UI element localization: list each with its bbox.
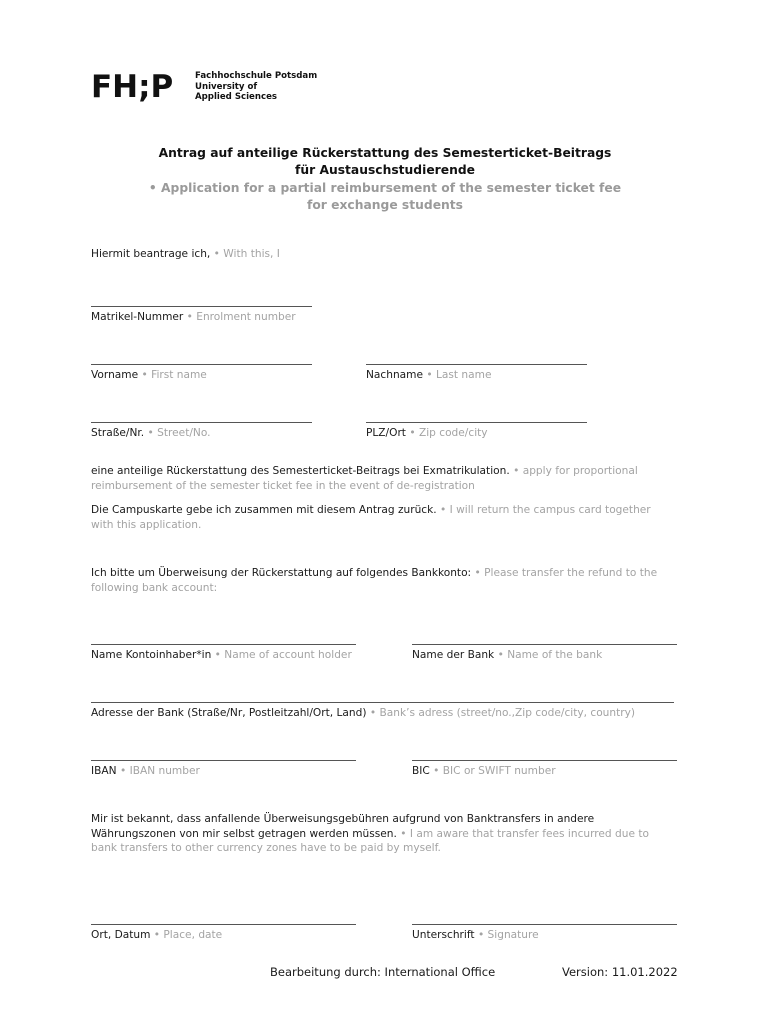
street-field[interactable] bbox=[91, 422, 312, 423]
bank-address-field[interactable] bbox=[91, 702, 674, 703]
label-de: Nachname bbox=[366, 369, 423, 381]
university-name-line: Applied Sciences bbox=[195, 92, 278, 103]
place-date-field[interactable] bbox=[91, 924, 356, 925]
refund-statement bbox=[91, 464, 691, 493]
zip-city-field[interactable] bbox=[366, 422, 587, 423]
label-en: • Signature bbox=[477, 929, 539, 941]
label-de: BIC bbox=[412, 765, 430, 777]
statement-en-line: bank transfers to other currency zones have to be paid by myself. bbox=[91, 842, 441, 854]
matrikel-field[interactable] bbox=[91, 306, 312, 307]
statement-de: eine anteilige Rückerstattung des Semesterticket-Beitrags bei Exmatrikulation. bbox=[91, 465, 510, 477]
label-de: Unterschrift bbox=[412, 929, 475, 941]
university-name bbox=[195, 71, 317, 103]
statement-de-line: Mir ist bekannt, dass anfallende Überweisungsgebühren aufgrund von Banktransfers in andere bbox=[91, 813, 595, 825]
label-en: • Name of account holder bbox=[214, 649, 352, 661]
intro-en: • With this, I bbox=[213, 248, 280, 260]
statement-en-line: with this application. bbox=[91, 518, 202, 531]
statement-de: Ich bitte um Überweisung der Rückerstattung auf folgendes Bankkonto: bbox=[91, 567, 472, 579]
statement-en-line: reimbursement of the semester ticket fee in the event of de-registration bbox=[91, 479, 475, 492]
street-label bbox=[91, 426, 211, 440]
statement-en: • I am aware that transfer fees incurred due to bbox=[400, 827, 649, 840]
footer-processed-by: Bearbeitung durch: International Office bbox=[270, 965, 496, 979]
statement-de: Währungszonen von mir selbst getragen werden müssen. bbox=[91, 827, 397, 840]
label-en: • Name of the bank bbox=[497, 649, 603, 661]
label-de: Adresse der Bank (Straße/Nr, Postleitzahl/Ort, Land) bbox=[91, 707, 367, 719]
statement-en: • apply for proportional bbox=[513, 465, 638, 477]
label-en: • Zip code/city bbox=[409, 427, 488, 439]
label-en: • Last name bbox=[426, 369, 492, 381]
label-en: • IBAN number bbox=[119, 765, 200, 777]
label-de: Name der Bank bbox=[412, 649, 495, 661]
statement-line bbox=[91, 503, 691, 518]
signature-field[interactable] bbox=[412, 924, 677, 925]
fhp-logo: FH;P bbox=[91, 69, 174, 105]
bic-field[interactable] bbox=[412, 760, 677, 761]
intro-de: Hiermit beantrage ich, bbox=[91, 248, 211, 260]
account-holder-field[interactable] bbox=[91, 644, 356, 645]
label-de: Ort, Datum bbox=[91, 929, 151, 941]
statement-line bbox=[91, 827, 691, 842]
bank-name-field[interactable] bbox=[412, 644, 677, 645]
label-de: PLZ/Ort bbox=[366, 427, 406, 439]
label-de: Straße/Nr. bbox=[91, 427, 145, 439]
last-name-label bbox=[366, 368, 491, 382]
label-en: • Enrolment number bbox=[186, 311, 296, 323]
statement-de: Die Campuskarte gebe ich zusammen mit diesem Antrag zurück. bbox=[91, 504, 437, 516]
campuscard-statement bbox=[91, 503, 691, 532]
zip-city-label bbox=[366, 426, 488, 440]
statement-line bbox=[91, 464, 691, 479]
form-title-german bbox=[0, 145, 770, 179]
form-title-line: • Application for a partial reimbursement of the semester ticket fee bbox=[148, 181, 622, 195]
label-en: • Street/No. bbox=[147, 427, 211, 439]
iban-field[interactable] bbox=[91, 760, 356, 761]
bic-label bbox=[412, 764, 556, 778]
place-date-label bbox=[91, 928, 222, 942]
bank-name-label bbox=[412, 648, 602, 662]
first-name-label bbox=[91, 368, 207, 382]
university-name-line: University of bbox=[195, 81, 258, 92]
bank-address-label bbox=[91, 706, 635, 720]
label-de: Matrikel-Nummer bbox=[91, 311, 184, 323]
form-title-english bbox=[0, 180, 770, 214]
statement-en: • I will return the campus card together bbox=[440, 504, 651, 516]
university-name-line: Fachhochschule Potsdam bbox=[195, 71, 318, 81]
last-name-field[interactable] bbox=[366, 364, 587, 365]
statement-en: • Please transfer the refund to the bbox=[474, 567, 658, 579]
account-holder-label bbox=[91, 648, 352, 662]
label-en: • Place, date bbox=[153, 929, 223, 941]
label-en: • BIC or SWIFT number bbox=[433, 765, 556, 777]
label-de: Vorname bbox=[91, 369, 139, 381]
iban-label bbox=[91, 764, 200, 778]
transfer-statement bbox=[91, 566, 691, 595]
signature-label bbox=[412, 928, 539, 942]
matrikel-label bbox=[91, 310, 296, 324]
fees-statement bbox=[91, 812, 691, 856]
label-en: • First name bbox=[141, 369, 207, 381]
form-title-line: for exchange students bbox=[307, 198, 463, 212]
label-de: Name Kontoinhaber*in bbox=[91, 649, 212, 661]
form-title-line: Antrag auf anteilige Rückerstattung des Semesterticket-Beitrags bbox=[158, 146, 612, 160]
form-title-line: für Austauschstudierende bbox=[295, 163, 475, 177]
statement-en-line: following bank account: bbox=[91, 581, 218, 594]
footer-version: Version: 11.01.2022 bbox=[562, 965, 678, 979]
statement-line bbox=[91, 566, 691, 581]
label-de: IBAN bbox=[91, 765, 117, 777]
label-en: • Bank’s adress (street/no.,Zip code/city, country) bbox=[369, 707, 636, 719]
intro-text bbox=[91, 247, 280, 261]
first-name-field[interactable] bbox=[91, 364, 312, 365]
